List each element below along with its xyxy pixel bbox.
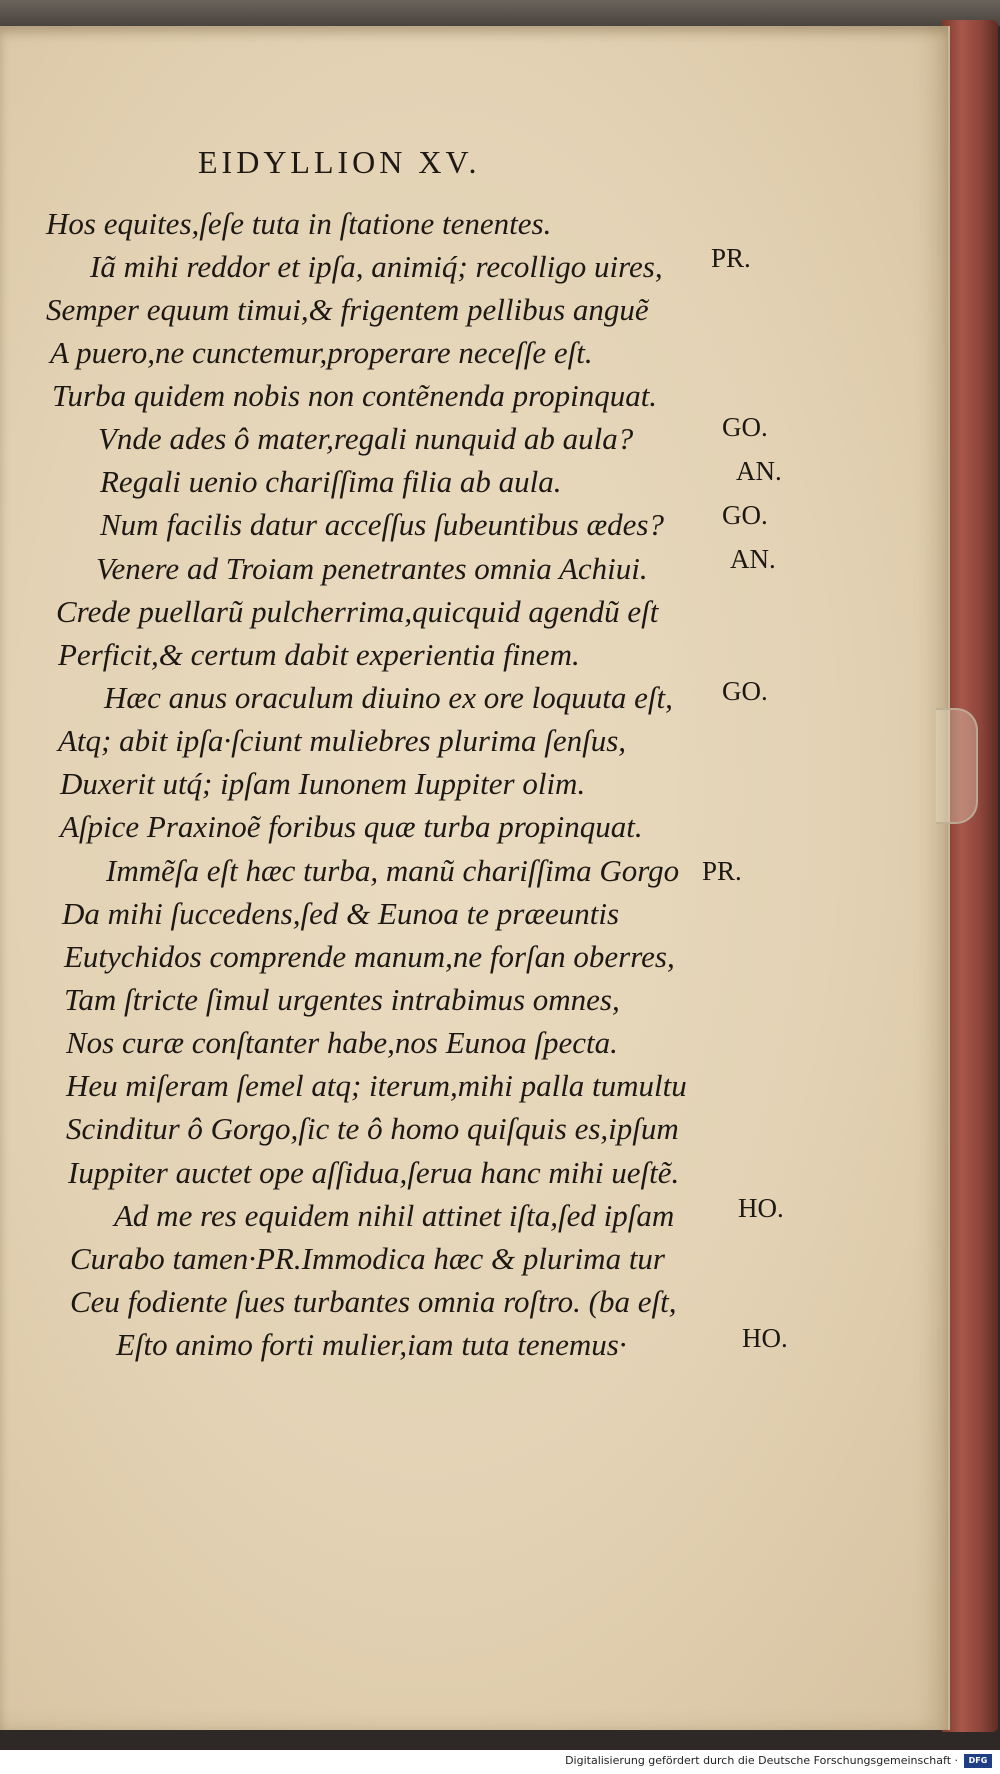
verse-line-20: Nos curæ conſtanter habe,nos Eunoa ſpecta. xyxy=(66,1025,618,1060)
verse-line-23: Iuppiter auctet ope aſſidua,ſerua hanc mihi ueſtẽ. xyxy=(68,1155,680,1190)
verse-line-3: Semper equum timui,& frigentem pellibus anguẽ xyxy=(46,292,649,327)
digitization-credit: Digitalisierung gefördert durch die Deutsche Forschungsgemeinschaft · xyxy=(565,1754,958,1767)
speaker-label-6: GO. xyxy=(722,412,768,442)
verse-line-6: Vnde ades ô mater,regali nunquid ab aula? xyxy=(98,421,634,456)
speaker-label-7: AN. xyxy=(736,456,782,486)
verse-line-18: Eutychidos comprende manum,ne forſan oberres, xyxy=(64,939,675,974)
verse-line-22: Scinditur ô Gorgo,ſic te ô homo quiſquis es,ipſum xyxy=(66,1111,679,1146)
verse-line-19: Tam ſtricte ſimul urgentes intrabimus omnes, xyxy=(64,982,620,1017)
verse-line-9: Venere ad Troiam penetrantes omnia Achiui. xyxy=(96,551,648,586)
verse-line-25: Curabo tamen·PR.Immodica hæc & plurima tur xyxy=(70,1241,665,1276)
speaker-label-24: HO. xyxy=(738,1193,784,1223)
dfg-logo: DFG xyxy=(964,1754,992,1768)
verse-line-26: Ceu fodiente ſues turbantes omnia roſtro. (ba eſt, xyxy=(70,1284,677,1319)
footer-bar xyxy=(0,1750,1000,1774)
verse-line-24: Ad me res equidem nihil attinet iſta,ſed ipſam xyxy=(114,1198,675,1233)
page-header: EIDYLLION XV. xyxy=(198,144,481,180)
speaker-label-2: PR. xyxy=(711,243,751,273)
verse-line-15: Aſpice Praxinoẽ foribus quæ turba propinquat. xyxy=(60,809,643,844)
verse-line-17: Da mihi ſuccedens,ſed & Eunoa te præeuntis xyxy=(62,896,620,931)
verse-line-12: Hæc anus oraculum diuino ex ore loquuta eſt, xyxy=(104,680,673,715)
speaker-label-12: GO. xyxy=(722,676,768,706)
book-page-edge xyxy=(942,20,998,1732)
verse-line-5: Turba quidem nobis non contẽnenda propinquat. xyxy=(52,378,658,413)
verse-line-16: Immẽſa eſt hæc turba, manũ chariſſima Gorgo xyxy=(106,853,680,888)
verse-line-7: Regali uenio chariſſima filia ab aula. xyxy=(100,464,562,499)
speaker-label-16: PR. xyxy=(702,856,742,886)
verse-line-27: Eſto animo forti mulier,iam tuta tenemus· xyxy=(116,1327,627,1362)
verse-line-1: Hos equites,ſeſe tuta in ſtatione tenentes. xyxy=(46,206,552,241)
verse-line-8: Num facilis datur acceſſus ſubeuntibus ædes? xyxy=(100,507,664,542)
book-cover-top xyxy=(0,0,1000,26)
verse-line-11: Perficit,& certum dabit experientia finem. xyxy=(58,637,580,672)
verse-line-4: A puero,ne cunctemur,properare neceſſe eſt. xyxy=(50,335,593,370)
speaker-label-9: AN. xyxy=(730,544,776,574)
page-clip xyxy=(936,708,978,824)
speaker-label-27: HO. xyxy=(742,1323,788,1353)
verse-line-14: Duxerit utq́; ipſam Iunonem Iuppiter olim. xyxy=(60,766,586,801)
verse-line-13: Atq; abit ipſa·ſciunt muliebres plurima ſenſus, xyxy=(58,723,627,758)
speaker-label-8: GO. xyxy=(722,500,768,530)
verse-line-10: Crede puellarũ pulcherrima,quicquid agendũ eſt xyxy=(56,594,659,629)
verse-line-2: Iã mihi reddor et ipſa, animiq́; recolligo uires, xyxy=(90,249,663,284)
verse-line-21: Heu miſeram ſemel atq; iterum,mihi palla tumultu xyxy=(66,1068,687,1103)
